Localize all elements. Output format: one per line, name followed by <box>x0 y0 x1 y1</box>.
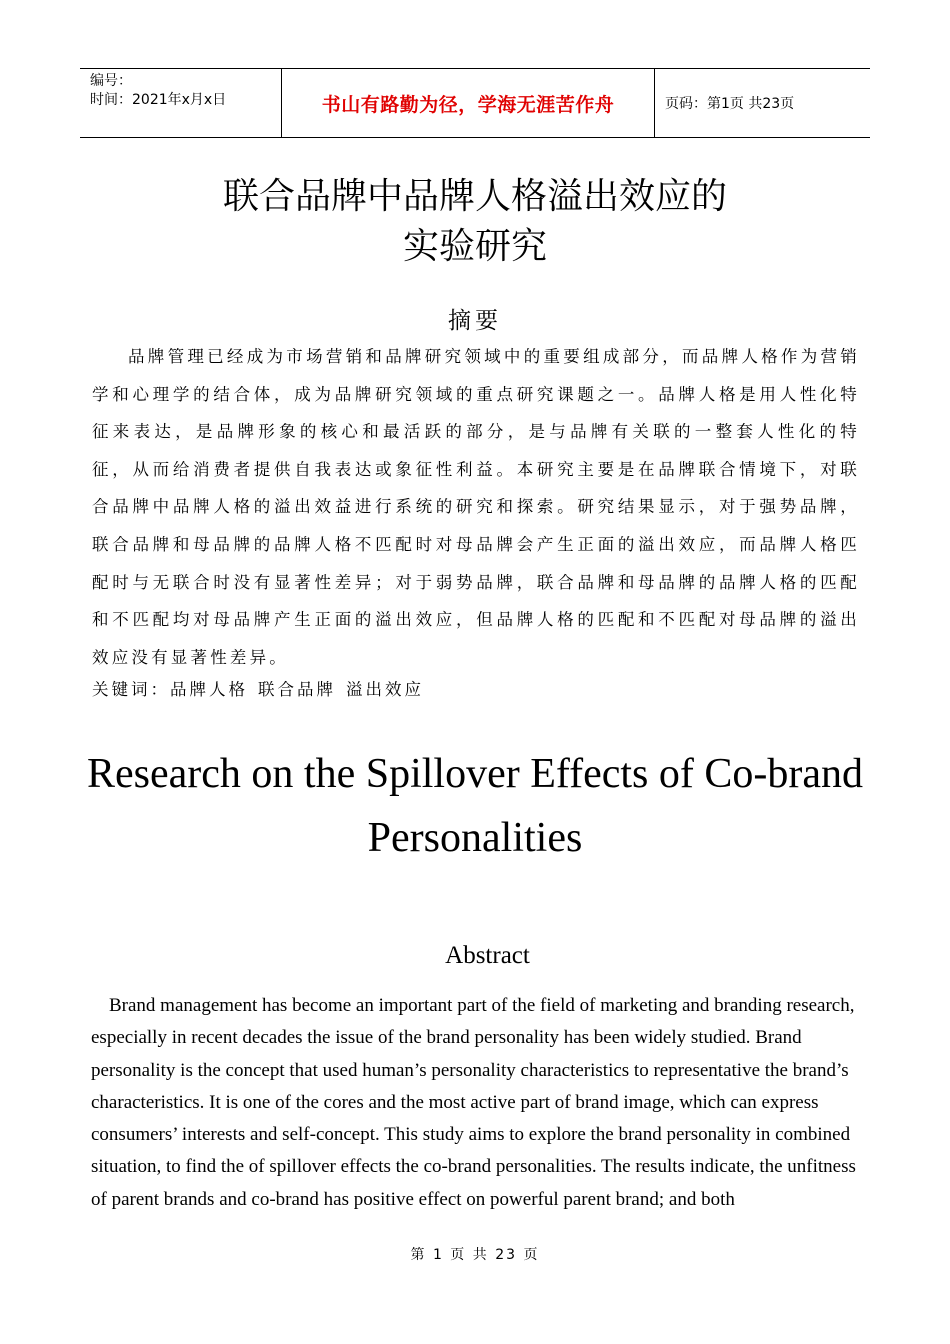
english-title <box>0 742 950 870</box>
keywords-line <box>92 675 860 705</box>
english-abstract-heading: Abstract <box>445 942 530 969</box>
header-motto: 书山有路勤为径，学海无涯苦作舟 <box>281 69 655 137</box>
chinese-abstract-body: 品牌管理已经成为市场营销和品牌研究领域中的重要组成部分，而品牌人格作为营销学和心理学的结合体，成为品牌研究领域的重点研究课题之一。品牌人格是用人性化特征来表达，是品牌形象的核心和最活跃的部分，是与品牌有关联的一整套人性化的特征，从而给消费者提供自我表达或象征性利益。本研究主要是在品牌联合情境下，对联合品牌中品牌人格的溢出效益进行系统的研究和探索。研究结果显示，对于强势品牌，联合品牌和母品牌的品牌人格不匹配时对母品牌会产生正面的溢出效应，而品牌人格匹配时与无联合时没有显著性差异；对于弱势品牌，联合品牌和母品牌的品牌人格的匹配和不匹配均对母品牌产生正面的溢出效应，但品牌人格的匹配和不匹配对母品牌的溢出效应没有显著性差异。 <box>92 347 860 667</box>
chinese-title-line2: 实验研究 <box>402 226 547 267</box>
header-date: 时间：2021年x月x日 <box>90 92 227 108</box>
header-page-info: 页码：第1页 共23页 <box>665 96 795 112</box>
english-title-line1: Research on the Spillover Effects of Co-brand <box>87 751 863 797</box>
keyword-item: 联合品牌 <box>258 680 336 699</box>
header-meta <box>80 69 281 137</box>
english-title-line2: Personalities <box>367 815 583 861</box>
keywords-label: 关键词： <box>92 680 170 699</box>
keyword-item: 品牌人格 <box>170 680 248 699</box>
page-footer: 第 1 页 共 23 页 <box>410 1247 540 1263</box>
chinese-title-line1: 联合品牌中品牌人格溢出效应的 <box>222 176 727 217</box>
chinese-title <box>0 172 950 272</box>
english-abstract-body: Brand management has become an important part of the field of marketing and branding research, especially in recent decades the issue of the brand personality has been widely studied. Brand personality is the concept that used human’s personality characteristics to representative the brand’s characteristics. It is one of the cores and the most active part of brand image, which can express consumers’ interests and self-concept. This study aims to explore the brand personality in combined situation, to find the of spillover effects the co-brand personalities. The results indicate, the unfitness of parent brands and co-brand has positive effect on powerful parent brand; and both <box>91 995 856 1210</box>
keyword-item: 溢出效应 <box>346 680 424 699</box>
page-header-table <box>80 68 870 138</box>
header-code-label: 编号： <box>90 73 132 89</box>
chinese-abstract-heading: 摘要 <box>448 308 502 334</box>
